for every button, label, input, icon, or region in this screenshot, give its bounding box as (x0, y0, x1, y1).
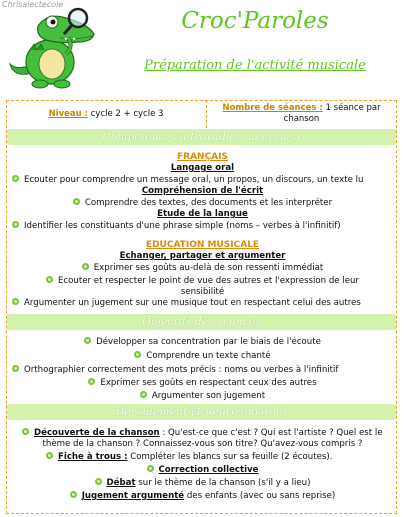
bullet-icon (84, 337, 91, 344)
niveau-value: cycle 2 + cycle 3 (88, 109, 164, 119)
bullet-icon (46, 452, 53, 459)
bullet-icon (134, 351, 141, 358)
list-item: Débat sur le thème de la chanson (s'il y a lieu) (0, 478, 405, 489)
list-item: Orthographier correctement des mots précis : noms ou verbes à l'infinitif (12, 365, 338, 376)
musique-sub-echanger: Echanger, partager et argumenter (119, 251, 286, 261)
list-item: Fiche à trous : Compléter les blancs sur sa feuille (2 écoutes). (46, 452, 332, 463)
list-item-continuation: sensibilité (180, 287, 225, 297)
list-item: Ecouter et respecter le point de vue des autres et l'expression de leur (0, 276, 405, 287)
info-row (6, 100, 397, 128)
list-item: Développer sa concentration par le biais de l'écoute (0, 337, 405, 348)
bullet-icon (73, 198, 80, 205)
bullet-icon (140, 391, 147, 398)
francais-sub-langage-oral: Langage oral (170, 163, 235, 173)
francais-sub-comprehension: Compréhension de l'écrit (141, 186, 264, 196)
list-item-continuation: thème de la chanson ? Connaissez-vous son titre? Qu'avez-vous compris ? (42, 439, 363, 449)
seances-label: Nombre de séances : (222, 103, 323, 113)
bullet-icon (88, 378, 95, 385)
seances-value: 1 séance par (322, 103, 381, 113)
seances-value-2: chanson (283, 114, 320, 124)
bullet-icon (22, 428, 29, 435)
bullet-icon (12, 221, 19, 228)
list-item: Découverte de la chanson : Qu'est-ce que c'est ? Qui est l'artiste ? Quel est le (22, 428, 383, 439)
list-item: Identifier les constituants d'une phrase simple (noms – verbes à l'infinitif) (12, 221, 341, 232)
page-subtitle: Préparation de l'activité musicale (144, 58, 366, 73)
list-item: Ecouter pour comprendre un message oral, un propos, un discours, un texte lu (12, 175, 363, 186)
bullet-icon (147, 465, 154, 472)
band-competences: Compétences à travailler au cycle 3 (7, 129, 396, 145)
band-objectifs: Objectifs des séances (7, 314, 396, 330)
list-item: Exprimer ses goûts au-delà de son ressenti immédiat (0, 263, 405, 274)
list-item: Jugement argumenté des enfants (avec ou sans reprise) (0, 491, 405, 502)
bullet-icon (12, 365, 19, 372)
list-item: Comprendre des textes, des documents et les interpréter (0, 198, 405, 209)
list-item: Comprendre un texte chanté (0, 351, 405, 362)
niveau-label: Niveau : (48, 109, 89, 119)
bullet-icon (70, 491, 77, 498)
list-item: Argumenter un jugement sur une musique tout en respectant celui des autres (12, 298, 361, 309)
niveau-cell (6, 100, 207, 128)
bullet-icon (12, 298, 19, 305)
list-item: Exprimer ses goûts en respectant ceux des autres (0, 378, 405, 389)
musique-heading: EDUCATION MUSICALE (145, 240, 260, 250)
bullet-icon (95, 478, 102, 485)
list-item: Correction collective (0, 465, 405, 476)
francais-heading: FRANÇAIS (177, 152, 228, 162)
crocodile-illustration (8, 4, 100, 92)
band-deroulement: Déroulement (1 heure environ) (7, 404, 396, 420)
seances-cell (206, 100, 397, 128)
bullet-icon (82, 263, 89, 270)
page-title: Croc'Paroles (181, 8, 329, 34)
bullet-icon (46, 276, 53, 283)
watermark: Chrisalectecole (2, 0, 64, 9)
francais-sub-etude-langue: Etude de la langue (157, 209, 248, 219)
bullet-icon (12, 175, 19, 182)
list-item: Argumenter son jugement (0, 391, 405, 402)
